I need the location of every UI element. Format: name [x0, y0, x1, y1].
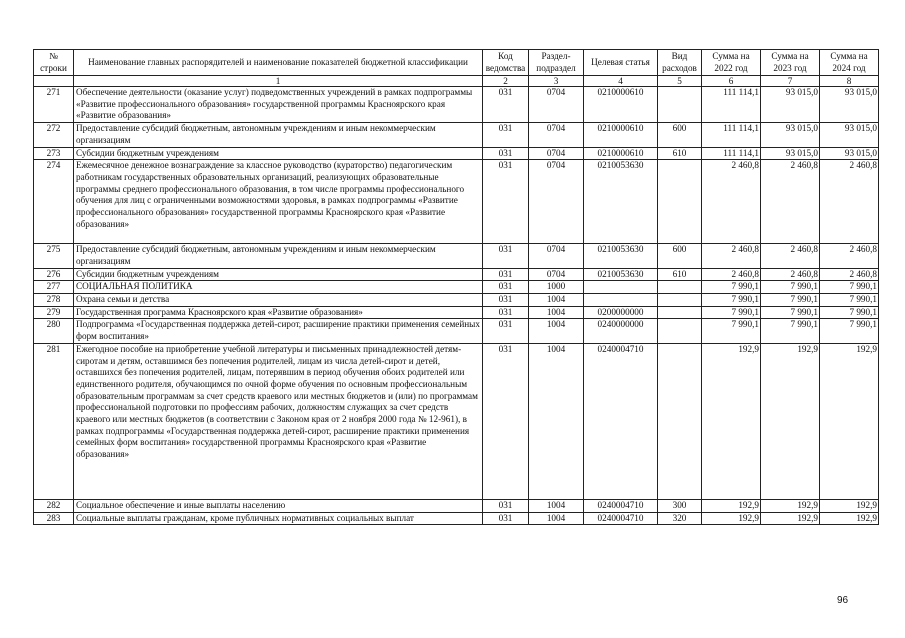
row-section: 0704 [529, 147, 584, 160]
row-sum-2022: 111 114,1 [702, 147, 761, 160]
row-sum-2023: 7 990,1 [761, 294, 820, 307]
table-row [34, 244, 879, 268]
column-number: 3 [529, 76, 584, 87]
row-section: 0704 [529, 87, 584, 123]
header-name: Наименование главных распорядителей и наименование показателей бюджетной классификации [74, 50, 483, 76]
row-dept-code: 031 [483, 319, 529, 343]
header-row [34, 50, 879, 76]
row-target-article: 0240004710 [584, 499, 658, 512]
row-sum-2024: 192,9 [820, 512, 879, 525]
table-row [34, 343, 879, 499]
row-dept-code: 031 [483, 87, 529, 123]
row-name: Обеспечение деятельности (оказание услуг) подведомственных учреждений в рамках подпрограммы «Развитие профессионального образования» государственной программы Красноярского края «Развитие образования» [74, 87, 483, 123]
column-number: 2 [483, 76, 529, 87]
row-section: 1004 [529, 306, 584, 319]
row-sum-2023: 2 460,8 [761, 160, 820, 244]
table-row [34, 281, 879, 294]
row-number: 275 [34, 244, 74, 268]
row-sum-2022: 192,9 [702, 499, 761, 512]
row-number: 272 [34, 123, 74, 147]
table-row [34, 87, 879, 123]
row-name: Предоставление субсидий бюджетным, автономным учреждениям и иным некоммерческим организациям [74, 244, 483, 268]
row-sum-2022: 111 114,1 [702, 87, 761, 123]
row-dept-code: 031 [483, 512, 529, 525]
budget-table [33, 49, 879, 525]
column-number: 8 [820, 76, 879, 87]
row-sum-2024: 7 990,1 [820, 294, 879, 307]
header-section: Раздел-подраздел [529, 50, 584, 76]
row-expense-kind [658, 87, 702, 123]
row-sum-2023: 192,9 [761, 512, 820, 525]
row-expense-kind [658, 160, 702, 244]
row-number: 283 [34, 512, 74, 525]
row-sum-2024: 2 460,8 [820, 268, 879, 281]
row-name: Социальное обеспечение и иные выплаты населению [74, 499, 483, 512]
row-name: Государственная программа Красноярского края «Развитие образования» [74, 306, 483, 319]
column-number [34, 76, 74, 87]
table-row [34, 499, 879, 512]
row-expense-kind: 320 [658, 512, 702, 525]
row-sum-2023: 7 990,1 [761, 281, 820, 294]
row-expense-kind: 610 [658, 147, 702, 160]
row-target-article: 0200000000 [584, 306, 658, 319]
row-dept-code: 031 [483, 268, 529, 281]
row-expense-kind [658, 319, 702, 343]
row-section: 1004 [529, 294, 584, 307]
column-number: 1 [74, 76, 483, 87]
row-sum-2023: 93 015,0 [761, 147, 820, 160]
row-dept-code: 031 [483, 343, 529, 499]
row-dept-code: 031 [483, 294, 529, 307]
row-target-article: 0240000000 [584, 319, 658, 343]
row-target-article: 0210000610 [584, 123, 658, 147]
row-section: 0704 [529, 123, 584, 147]
row-expense-kind: 600 [658, 244, 702, 268]
row-section: 0704 [529, 160, 584, 244]
row-sum-2022: 2 460,8 [702, 244, 761, 268]
row-sum-2023: 2 460,8 [761, 268, 820, 281]
row-dept-code: 031 [483, 499, 529, 512]
row-sum-2024: 93 015,0 [820, 123, 879, 147]
column-number: 6 [702, 76, 761, 87]
row-number: 276 [34, 268, 74, 281]
row-sum-2023: 93 015,0 [761, 123, 820, 147]
row-sum-2023: 7 990,1 [761, 319, 820, 343]
row-name: Ежегодное пособие на приобретение учебной литературы и письменных принадлежностей детям-сиротам и детям, оставшимся без попечения родителей, лицам из числа детей-сирот и детей, оставшихся без попечения родителей, лицам, потерявшим в период обучения обоих родителей или единственного родителя, обучающимся по очной форме обучения по основным профессиональным образовательным программам за счет средств краевого или местных бюджетов и (или) по программам профессиональной подготовки по профессиям рабочих, должностям служащих за счет средств краевого или местных бюджетов (в соответствии с Законом края от 2 ноября 2000 года № 12-961), в рамках подпрограммы «Государственная поддержка детей-сирот, расширение практики применения семейных форм воспитания» государственной программы Красноярского края «Развитие образования» [74, 343, 483, 499]
row-number: 271 [34, 87, 74, 123]
header-sum-2024: Сумма на 2024 год [820, 50, 879, 76]
header-target-article: Целевая статья [584, 50, 658, 76]
row-section: 1004 [529, 319, 584, 343]
row-target-article: 0210053630 [584, 244, 658, 268]
row-target-article [584, 281, 658, 294]
row-expense-kind [658, 343, 702, 499]
row-number: 282 [34, 499, 74, 512]
row-sum-2022: 7 990,1 [702, 281, 761, 294]
table-row [34, 160, 879, 244]
row-expense-kind: 300 [658, 499, 702, 512]
table-row [34, 147, 879, 160]
row-sum-2023: 192,9 [761, 499, 820, 512]
header-dept-code: Код ведомства [483, 50, 529, 76]
row-target-article: 0240004710 [584, 343, 658, 499]
row-section: 1000 [529, 281, 584, 294]
table-row [34, 319, 879, 343]
column-number: 4 [584, 76, 658, 87]
row-name: СОЦИАЛЬНАЯ ПОЛИТИКА [74, 281, 483, 294]
row-sum-2022: 2 460,8 [702, 160, 761, 244]
table-row [34, 306, 879, 319]
row-dept-code: 031 [483, 281, 529, 294]
row-target-article: 0210053630 [584, 268, 658, 281]
row-sum-2022: 192,9 [702, 512, 761, 525]
table-row [34, 268, 879, 281]
row-dept-code: 031 [483, 244, 529, 268]
row-sum-2022: 7 990,1 [702, 319, 761, 343]
row-section: 1004 [529, 499, 584, 512]
row-number: 273 [34, 147, 74, 160]
row-sum-2022: 111 114,1 [702, 123, 761, 147]
header-row-number: № строки [34, 50, 74, 76]
row-section: 1004 [529, 512, 584, 525]
header-sum-2022: Сумма на 2022 год [702, 50, 761, 76]
header-sum-2023: Сумма на 2023 год [761, 50, 820, 76]
row-number: 278 [34, 294, 74, 307]
row-sum-2024: 93 015,0 [820, 87, 879, 123]
row-sum-2022: 7 990,1 [702, 306, 761, 319]
row-sum-2024: 7 990,1 [820, 281, 879, 294]
row-section: 0704 [529, 268, 584, 281]
row-sum-2024: 7 990,1 [820, 319, 879, 343]
row-name: Субсидии бюджетным учреждениям [74, 147, 483, 160]
row-sum-2023: 7 990,1 [761, 306, 820, 319]
row-number: 277 [34, 281, 74, 294]
row-target-article: 0210000610 [584, 147, 658, 160]
row-name: Субсидии бюджетным учреждениям [74, 268, 483, 281]
row-expense-kind: 610 [658, 268, 702, 281]
row-sum-2022: 2 460,8 [702, 268, 761, 281]
row-sum-2024: 93 015,0 [820, 147, 879, 160]
table-row [34, 123, 879, 147]
row-target-article: 0210000610 [584, 87, 658, 123]
column-number: 5 [658, 76, 702, 87]
row-target-article [584, 294, 658, 307]
row-number: 274 [34, 160, 74, 244]
row-sum-2022: 7 990,1 [702, 294, 761, 307]
row-number: 281 [34, 343, 74, 499]
row-name: Ежемесячное денежное вознаграждение за классное руководство (кураторство) педагогическим работникам государственных образовательных организаций, реализующих образовательные программы среднего профессионального образования, в том числе программы профессионального обучения для лиц с ограниченными возможностями здоровья, в рамках подпрограммы «Развитие профессионального образования» государственной программы Красноярского края «Развитие образования» [74, 160, 483, 244]
row-name: Предоставление субсидий бюджетным, автономным учреждениям и иным некоммерческим организациям [74, 123, 483, 147]
row-sum-2023: 192,9 [761, 343, 820, 499]
row-number: 280 [34, 319, 74, 343]
row-expense-kind [658, 281, 702, 294]
row-section: 1004 [529, 343, 584, 499]
row-name: Социальные выплаты гражданам, кроме публичных нормативных социальных выплат [74, 512, 483, 525]
header-expense-kind: Вид расходов [658, 50, 702, 76]
row-sum-2024: 2 460,8 [820, 244, 879, 268]
row-section: 0704 [529, 244, 584, 268]
row-sum-2024: 192,9 [820, 499, 879, 512]
row-number: 279 [34, 306, 74, 319]
row-dept-code: 031 [483, 123, 529, 147]
row-sum-2023: 2 460,8 [761, 244, 820, 268]
row-sum-2023: 93 015,0 [761, 87, 820, 123]
table-row [34, 512, 879, 525]
row-sum-2022: 192,9 [702, 343, 761, 499]
row-expense-kind [658, 306, 702, 319]
page-number: 96 [837, 595, 849, 606]
row-sum-2024: 7 990,1 [820, 306, 879, 319]
row-name: Подпрограмма «Государственная поддержка детей-сирот, расширение практики применения семейных форм воспитания» [74, 319, 483, 343]
row-dept-code: 031 [483, 147, 529, 160]
row-target-article: 0240004710 [584, 512, 658, 525]
row-dept-code: 031 [483, 306, 529, 319]
table-row [34, 294, 879, 307]
column-number-row [34, 76, 879, 87]
row-expense-kind: 600 [658, 123, 702, 147]
column-number: 7 [761, 76, 820, 87]
row-target-article: 0210053630 [584, 160, 658, 244]
row-sum-2024: 192,9 [820, 343, 879, 499]
row-name: Охрана семьи и детства [74, 294, 483, 307]
row-sum-2024: 2 460,8 [820, 160, 879, 244]
row-dept-code: 031 [483, 160, 529, 244]
row-expense-kind [658, 294, 702, 307]
